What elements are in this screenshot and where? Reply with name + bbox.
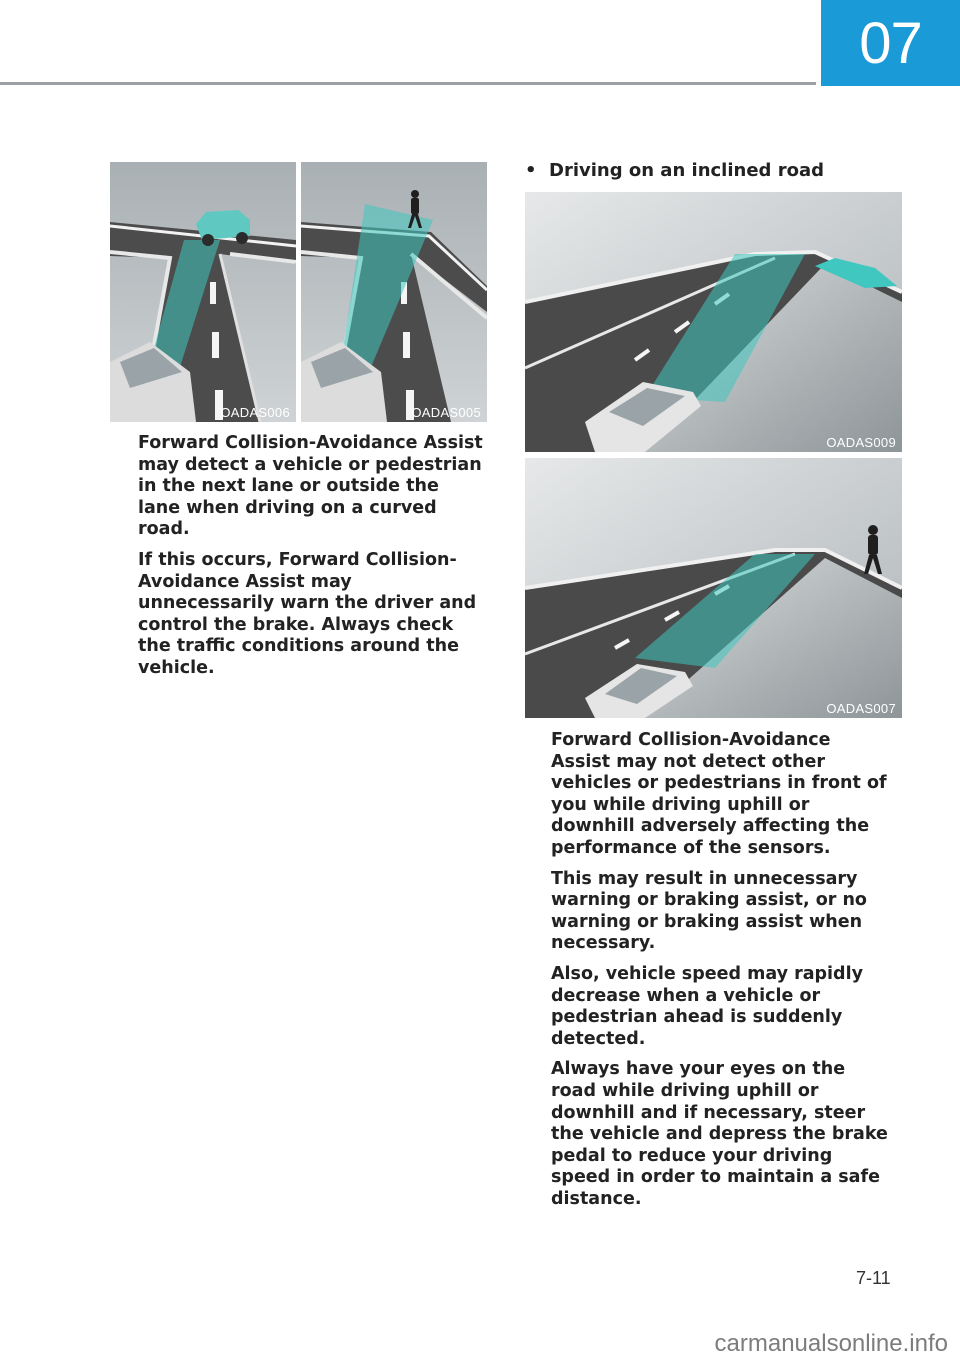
watermark: carmanualsonline.info [714, 1330, 948, 1357]
figure-curved-road-pedestrian [301, 162, 487, 422]
figure-code: OADAS009 [826, 435, 896, 450]
figure-code: OADAS006 [220, 405, 290, 420]
figure-incline-vehicle [525, 192, 902, 452]
curved-road-pedestrian-illustration [301, 162, 487, 422]
paragraph: Also, vehicle speed may rapidly decrease when a vehicle or pedestrian ahead is suddenly detected. [551, 963, 863, 1049]
incline-pedestrian-illustration [525, 458, 902, 718]
figure-curved-road-vehicle [110, 162, 296, 422]
paragraph: Forward Collision-Avoidance Assist may not detect other vehicles or pedestrians in front of you while driving uphill or downhill adversely affecting the performance of the sensors. [551, 730, 887, 858]
section-heading [525, 160, 824, 181]
figure-incline-pedestrian [525, 458, 902, 718]
figure-code: OADAS007 [826, 701, 896, 716]
bullet: • [525, 160, 537, 181]
header-rule [0, 82, 816, 85]
chapter-number: 07 [821, 0, 960, 86]
paragraph: Always have your eyes on the road while driving uphill or downhill and if necessary, steer the vehicle and depress the brake pedal to reduce your driving speed in order to maintain a safe distance. [551, 1059, 888, 1209]
figure-code: OADAS005 [411, 405, 481, 420]
paragraph: If this occurs, Forward Collision-Avoidance Assist may unnecessarily warn the driver and control the brake. Always check the traffic conditions around the vehicle. [138, 549, 477, 678]
curved-road-vehicle-illustration [110, 162, 296, 422]
heading-text: Driving on an inclined road [549, 160, 824, 181]
curved-road-description [138, 433, 483, 689]
incline-road-description [551, 730, 891, 1219]
paragraph: This may result in unnecessary warning or braking assist, or no warning or braking assist when necessary. [551, 868, 867, 954]
paragraph: Forward Collision-Avoidance Assist may detect a vehicle or pedestrian in the next lane or outside the lane when driving on a curved road. [138, 433, 483, 540]
page-number: 7-11 [856, 1268, 891, 1288]
incline-vehicle-illustration [525, 192, 902, 452]
